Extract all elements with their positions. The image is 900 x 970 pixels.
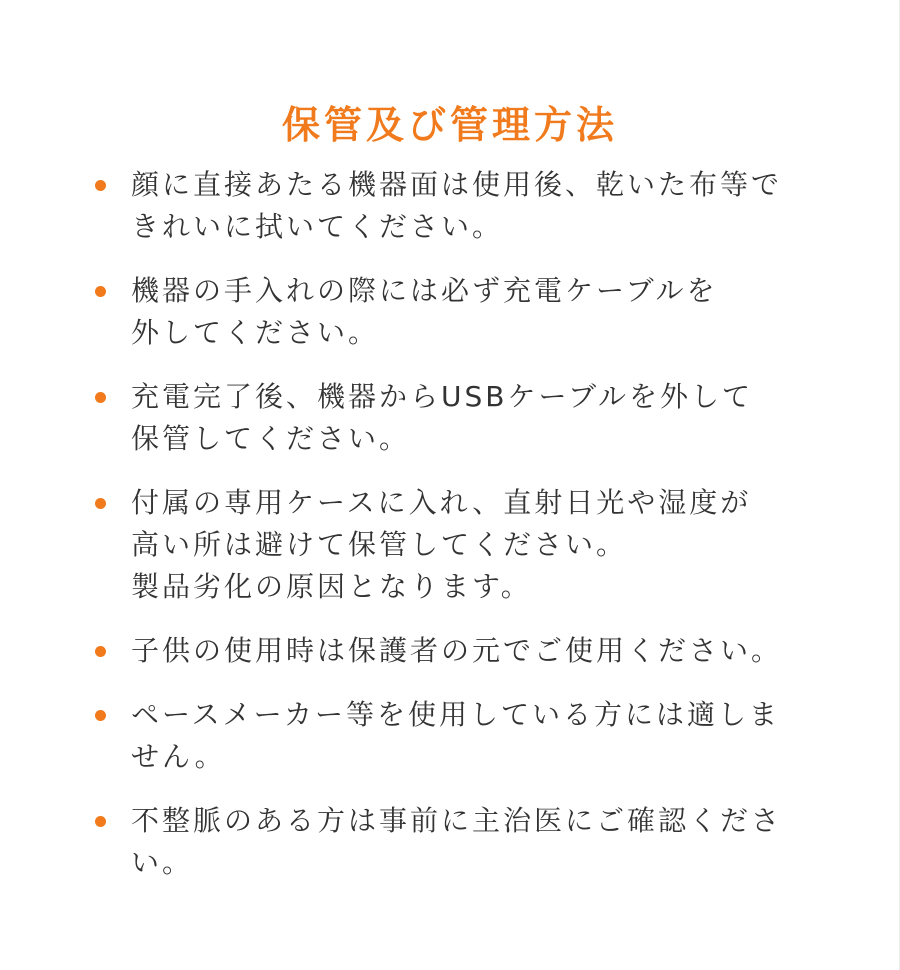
item-text-line: 製品劣化の原因となります。 (131, 570, 532, 603)
item-text-line: 顔に直接あたる機器面は使用後、乾いた布等で (131, 168, 783, 201)
item-text-line: ペースメーカー等を使用している方には適しま (131, 698, 781, 731)
item-text-line: 機器の手入れの際には必ず充電ケーブルを (131, 274, 718, 307)
list-item (94, 800, 834, 884)
item-text-line: 子供の使用時は保護者の元でご使用ください。 (131, 634, 783, 667)
list-item (94, 164, 834, 248)
page-title: 保管及び管理方法 (281, 103, 618, 148)
instruction-list (94, 164, 834, 906)
bullet-dot-icon (95, 498, 106, 509)
list-item (94, 482, 834, 608)
item-text-line: 外してください。 (131, 316, 380, 349)
item-text-line: 充電完了後、機器からUSBケーブルを外して (131, 380, 753, 413)
item-text-line: きれいに拭いてください。 (131, 210, 504, 243)
item-text-line: 付属の専用ケースに入れ、直射日光や湿度が (131, 486, 752, 519)
item-text-line: 保管してください。 (131, 422, 411, 455)
bullet-dot-icon (95, 392, 106, 403)
bullet-dot-icon (95, 710, 106, 721)
item-text-line: い。 (131, 846, 194, 879)
bullet-dot-icon (95, 816, 106, 827)
bullet-dot-icon (95, 180, 106, 191)
item-text-line: せん。 (131, 740, 226, 773)
list-item (94, 694, 834, 778)
item-text-line: 不整脈のある方は事前に主治医にご確認くださ (131, 804, 783, 837)
bullet-dot-icon (95, 286, 106, 297)
item-text-line: 高い所は避けて保管してください。 (131, 528, 628, 561)
list-item (94, 630, 834, 672)
list-item (94, 376, 834, 460)
bullet-dot-icon (95, 646, 106, 657)
list-item (94, 270, 834, 354)
